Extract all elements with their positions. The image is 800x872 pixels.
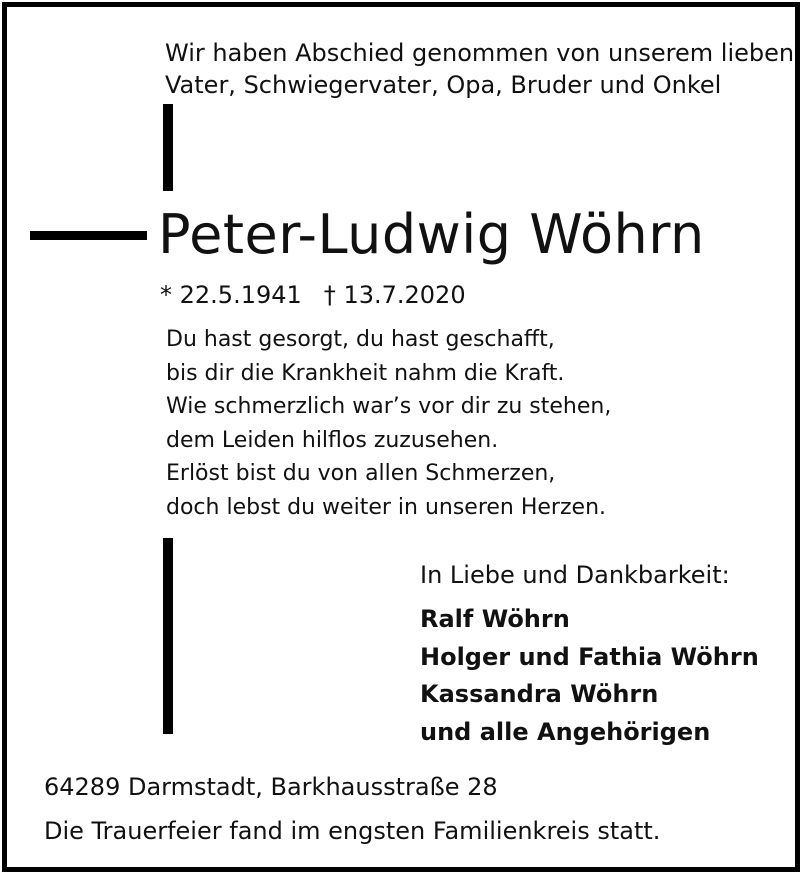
death-date: 13.7.2020 bbox=[343, 281, 466, 309]
death-symbol: † bbox=[323, 281, 336, 309]
cross-lower-bar bbox=[163, 538, 173, 734]
poem bbox=[166, 323, 611, 524]
poem-line: Wie schmerzlich war’s vor dir zu stehen, bbox=[166, 394, 612, 419]
intro-line: Wir haben Abschied genommen von unserem lieben bbox=[165, 39, 795, 67]
birth-date: 22.5.1941 bbox=[179, 281, 302, 309]
poem-line: Du hast gesorgt, du hast geschafft, bbox=[166, 327, 555, 352]
mourners-list bbox=[420, 601, 759, 751]
cross-horizontal-bar bbox=[30, 231, 147, 240]
poem-line: dem Leiden hilflos zuzusehen. bbox=[166, 427, 499, 453]
poem-line: doch lebst du weiter in unseren Herzen. bbox=[166, 494, 606, 520]
address: 64289 Darmstadt, Barkhausstraße 28 bbox=[44, 773, 498, 801]
mourner-name: Ralf Wöhrn bbox=[420, 605, 570, 633]
life-dates bbox=[160, 279, 466, 311]
mourners-heading: In Liebe und Dankbarkeit: bbox=[420, 561, 730, 589]
poem-line: bis dir die Krankheit nahm die Kraft. bbox=[166, 360, 565, 386]
cross-upper-bar bbox=[163, 104, 173, 191]
mourner-name: und alle Angehörigen bbox=[420, 717, 711, 746]
mourner-name: Kassandra Wöhrn bbox=[420, 680, 659, 708]
birth-symbol: * bbox=[160, 281, 172, 309]
intro-line: Vater, Schwiegervater, Opa, Bruder und Onkel bbox=[165, 71, 722, 99]
poem-line: Erlöst bist du von allen Schmerzen, bbox=[166, 461, 556, 486]
mourner-name: Holger und Fathia Wöhrn bbox=[420, 642, 759, 671]
ceremony-note: Die Trauerfeier fand im engsten Familienkreis statt. bbox=[44, 817, 661, 845]
intro-text bbox=[165, 37, 794, 101]
deceased-name: Peter-Ludwig Wöhrn bbox=[158, 203, 705, 266]
